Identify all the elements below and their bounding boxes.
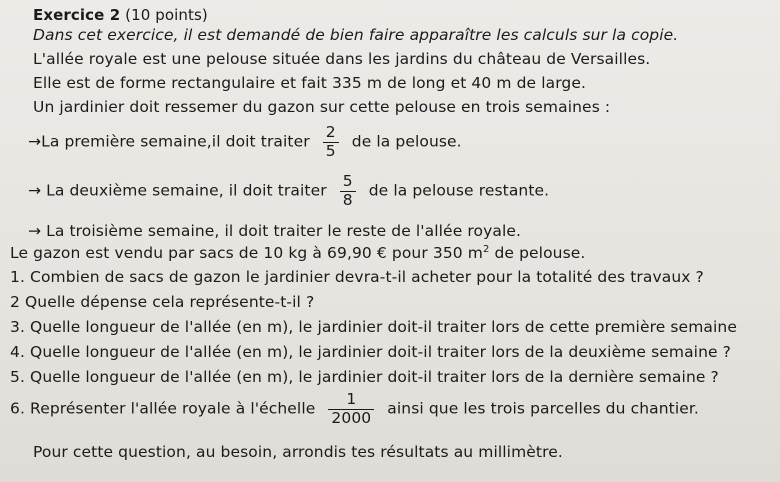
fraction-scale [328,391,374,427]
fraction-denominator: 2000 [331,408,372,427]
question-6-text: 6. Représenter l'allée royale à l'échelle [10,399,316,418]
exercise-number: Exercice 2 [33,6,121,24]
context-line-3: Un jardinier doit ressemer du gazon sur cette pelouse en trois semaines : [33,98,611,116]
square-exponent: 2 [482,244,490,255]
week-2-suffix: de la pelouse restante. [368,181,550,200]
question-2: 2 Quelle dépense cela représente-t-il ? [10,293,315,311]
fraction-denominator: 5 [325,141,336,160]
question-3: 3. Quelle longueur de l'allée (en m), le jardinier doit-il traiter lors de cette première semaine [10,318,737,336]
week-1-text: →La première semaine,il doit traiter [28,132,310,151]
exercise-points: (10 points) [125,6,208,24]
fraction-numerator: 1 [328,391,374,410]
fraction-numerator: 5 [340,173,356,192]
question-4: 4. Quelle longueur de l'allée (en m), le jardinier doit-il traiter lors de la deuxième semaine ? [10,343,731,361]
exercise-title [33,6,208,24]
context-line-2: Elle est de forme rectangulaire et fait 335 m de long et 40 m de large. [33,74,586,92]
rounding-note: Pour cette question, au besoin, arrondis tes résultats au millimètre. [33,443,563,461]
week-2-text: → La deuxième semaine, il doit traiter [28,181,327,200]
context-line-1: L'allée royale est une pelouse située dans les jardins du château de Versailles. [33,50,651,68]
fraction-numerator: 2 [323,124,339,143]
week-1-line [28,124,462,160]
question-6-suffix: ainsi que les trois parcelles du chantier. [387,399,699,418]
fraction-denominator: 8 [342,190,353,209]
week-1-suffix: de la pelouse. [351,132,462,151]
price-text: Le gazon est vendu par sacs de 10 kg à 69,90 € pour 350 m [10,244,483,262]
fraction-five-eighths [340,173,356,209]
fraction-two-fifths [323,124,339,160]
intro-instruction: Dans cet exercice, il est demandé de bien faire apparaître les calculs sur la copie. [33,26,679,44]
question-1: 1. Combien de sacs de gazon le jardinier devra-t-il acheter pour la totalité des travaux ? [10,268,704,286]
price-suffix: de pelouse. [489,244,586,262]
question-5: 5. Quelle longueur de l'allée (en m), le jardinier doit-il traiter lors de la dernière semaine ? [10,368,719,386]
week-3-line: → La troisième semaine, il doit traiter le reste de l'allée royale. [28,222,522,240]
price-line [10,244,585,262]
question-6 [10,391,699,427]
week-2-line [28,173,549,209]
